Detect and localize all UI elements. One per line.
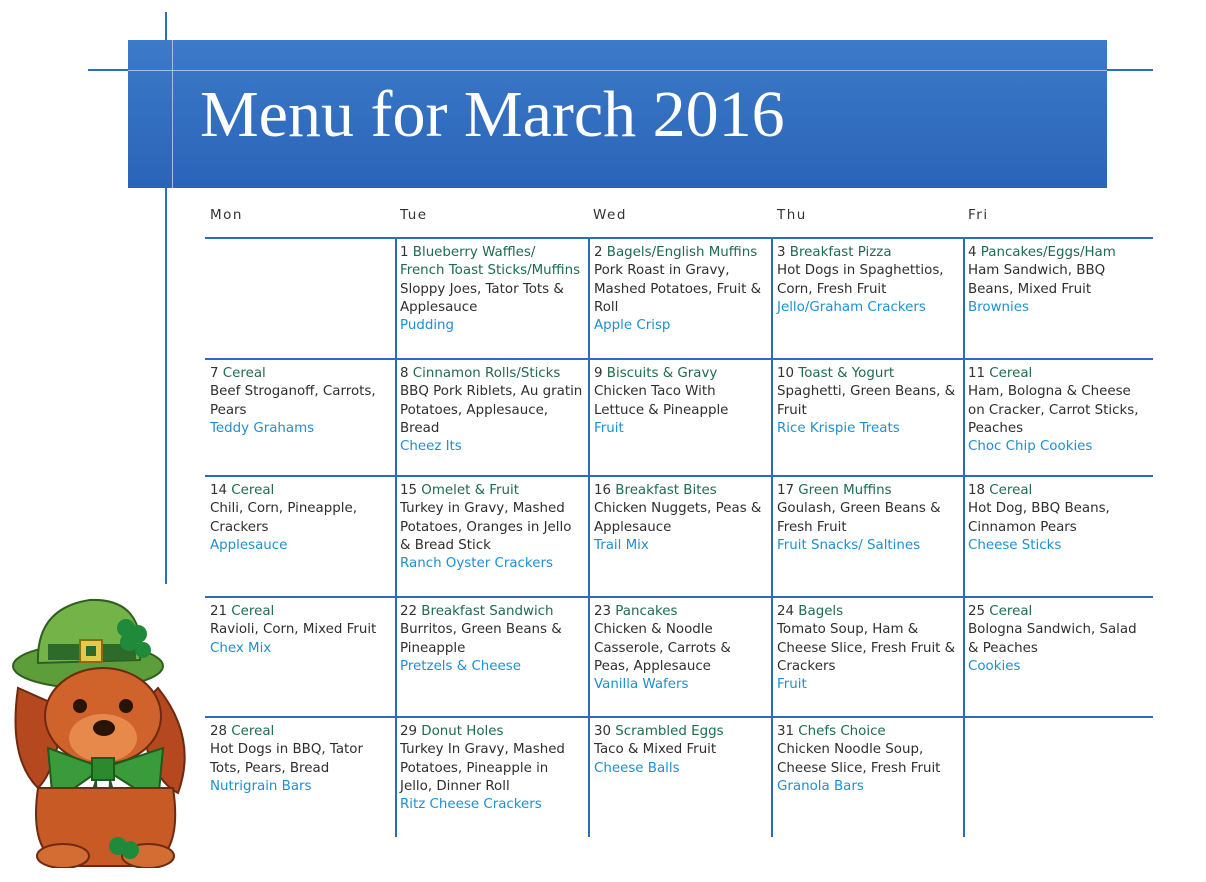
- snack-item: Apple Crisp: [594, 318, 671, 334]
- day-breakfast-line: [777, 482, 941, 500]
- lunch-line: Tots, Pears, Bread: [210, 760, 330, 776]
- snack-item: Chex Mix: [210, 640, 272, 656]
- day-cell: [777, 244, 944, 317]
- snack-item: Pudding: [400, 318, 455, 334]
- snack-item: Choc Chip Cookies: [968, 439, 1093, 455]
- lunch-line: Chicken Taco With: [594, 384, 716, 400]
- snack-item: Cookies: [968, 658, 1021, 674]
- lunch-line: Peaches: [968, 420, 1024, 436]
- snack-item: Trail Mix: [594, 537, 649, 553]
- day-breakfast-line: [777, 603, 955, 621]
- lunch-line: Potatoes, Oranges in Jello: [400, 519, 572, 535]
- lunch-line: Fruit: [777, 402, 807, 418]
- breakfast-item: Bagels: [798, 604, 844, 619]
- day-cell: [968, 482, 1110, 555]
- lunch-line: Cheese Slice, Fresh Fruit: [777, 760, 941, 776]
- day-number: 30: [594, 724, 616, 739]
- day-breakfast-line: [968, 482, 1110, 500]
- day-number: 17: [777, 483, 799, 498]
- snack-item: Fruit: [777, 677, 807, 693]
- day-cell: [594, 603, 731, 694]
- grid-line-row-2: [205, 475, 1153, 477]
- lunch-line: Applesauce: [400, 299, 478, 315]
- snack-item: Ritz Cheese Crackers: [400, 797, 542, 813]
- breakfast-item: Cereal: [231, 604, 275, 619]
- day-cell: [968, 365, 1138, 456]
- day-breakfast-line: [210, 723, 363, 741]
- day-header-tue: Tue: [400, 207, 428, 223]
- day-breakfast-line: [594, 723, 724, 741]
- day-cell: [210, 482, 357, 555]
- day-cell: [594, 482, 761, 555]
- day-cell: [400, 365, 582, 456]
- banner-divider-horizontal: [128, 70, 1107, 71]
- snack-item: Fruit: [594, 420, 624, 436]
- grid-line-row-3: [205, 596, 1153, 598]
- lunch-line: & Bread Stick: [400, 537, 491, 553]
- snack-item: Rice Krispie Treats: [777, 420, 900, 436]
- breakfast-item: Breakfast Bites: [615, 483, 717, 498]
- day-cell: [400, 723, 565, 814]
- breakfast-item: Biscuits & Gravy: [606, 366, 718, 381]
- lunch-line: Tomato Soup, Ham &: [777, 622, 919, 638]
- lunch-line: Crackers: [777, 658, 836, 674]
- snack-item: Applesauce: [210, 537, 288, 553]
- snack-item: Nutrigrain Bars: [210, 778, 312, 794]
- day-cell: [400, 603, 562, 676]
- breakfast-item: Omelet & Fruit: [421, 483, 519, 498]
- lunch-line: Hot Dogs in BBQ, Tator: [210, 742, 364, 758]
- lunch-line: Ham Sandwich, BBQ: [968, 263, 1106, 279]
- grid-line-row-4: [205, 716, 1153, 718]
- day-breakfast-line: [210, 603, 376, 621]
- breakfast-item: Cereal: [989, 604, 1033, 619]
- lunch-line: Goulash, Green Beans &: [777, 501, 941, 517]
- snack-item: Cheez Its: [400, 439, 462, 455]
- grid-line-col-1: [395, 237, 397, 837]
- day-breakfast-line: [968, 603, 1137, 621]
- day-cell: [210, 723, 363, 796]
- lunch-line: Beef Stroganoff, Carrots,: [210, 384, 376, 400]
- day-number: 31: [777, 724, 799, 739]
- day-breakfast-line: [594, 244, 761, 262]
- day-header-wed: Wed: [593, 207, 627, 223]
- lunch-line: Turkey In Gravy, Mashed: [400, 742, 565, 758]
- day-breakfast-line: [777, 723, 940, 741]
- lunch-line: Chili, Corn, Pineapple,: [210, 501, 357, 517]
- lunch-line: Fresh Fruit: [777, 519, 847, 535]
- day-number: 18: [968, 483, 990, 498]
- lunch-line: Corn, Fresh Fruit: [777, 281, 887, 297]
- day-breakfast-line: [594, 482, 761, 500]
- day-breakfast-line: [968, 365, 1138, 383]
- breakfast-item: Chefs Choice: [798, 724, 886, 739]
- day-number: 7: [210, 366, 223, 381]
- lunch-line: Hot Dogs in Spaghettios,: [777, 263, 944, 279]
- day-number: 4: [968, 245, 981, 260]
- day-number: 8: [400, 366, 413, 381]
- day-number: 2: [594, 245, 607, 260]
- day-number: 23: [594, 604, 616, 619]
- lunch-line: BBQ Pork Riblets, Au gratin: [400, 384, 583, 400]
- day-cell: [968, 603, 1137, 676]
- lunch-line: Bologna Sandwich, Salad: [968, 622, 1137, 638]
- snack-item: Granola Bars: [777, 778, 864, 794]
- day-breakfast-line: [777, 365, 955, 383]
- breakfast-item: Pancakes: [615, 604, 678, 619]
- breakfast-item: Cereal: [989, 483, 1033, 498]
- grid-line-row-0: [205, 237, 1153, 239]
- lunch-line: on Cracker, Carrot Sticks,: [968, 402, 1139, 418]
- lunch-line: Mashed Potatoes, Fruit &: [594, 281, 762, 297]
- day-number: 11: [968, 366, 990, 381]
- day-cell: [777, 603, 955, 694]
- day-cell: [777, 365, 955, 438]
- title-banner: [128, 40, 1107, 188]
- breakfast-item: Blueberry Waffles/: [412, 245, 536, 260]
- day-cell: [400, 482, 571, 573]
- lunch-line: Hot Dog, BBQ Beans,: [968, 501, 1110, 517]
- day-cell: [210, 603, 376, 658]
- banner-divider-vertical: [172, 40, 173, 188]
- lunch-line: Cheese Slice, Fresh Fruit &: [777, 640, 956, 656]
- lunch-line: Beans, Mixed Fruit: [968, 281, 1092, 297]
- snack-item: Vanilla Wafers: [594, 677, 689, 693]
- breakfast-item: Cereal: [222, 366, 266, 381]
- day-number: 10: [777, 366, 799, 381]
- lunch-line: Applesauce: [594, 519, 672, 535]
- lunch-line: Turkey in Gravy, Mashed: [400, 501, 565, 517]
- day-cell: [594, 365, 728, 438]
- day-number: 16: [594, 483, 616, 498]
- snack-item: Teddy Grahams: [210, 420, 315, 436]
- day-cell: [777, 482, 941, 555]
- day-header-fri: Fri: [968, 207, 989, 223]
- lunch-line: Pork Roast in Gravy,: [594, 263, 730, 279]
- breakfast-item: Toast & Yogurt: [798, 366, 895, 381]
- day-breakfast-line: [594, 603, 731, 621]
- lunch-line: & Peaches: [968, 640, 1038, 656]
- lunch-line: Chicken Noodle Soup,: [777, 742, 924, 758]
- lunch-line: Bread: [400, 420, 440, 436]
- lunch-line: Cinnamon Pears: [968, 519, 1077, 535]
- breakfast-item: Breakfast Pizza: [789, 245, 892, 260]
- lunch-line: Jello, Dinner Roll: [400, 778, 510, 794]
- leprechaun-dog-illustration: [8, 588, 198, 868]
- day-cell: [594, 244, 761, 335]
- day-cell: [400, 244, 580, 335]
- lunch-line: Pears: [210, 402, 247, 418]
- lunch-line: Roll: [594, 299, 619, 315]
- snack-item: Pretzels & Cheese: [400, 658, 521, 674]
- breakfast-item: Scrambled Eggs: [615, 724, 724, 739]
- grid-line-col-3: [771, 237, 773, 837]
- breakfast-item-continued: French Toast Sticks/Muffins: [400, 263, 581, 279]
- day-number: 24: [777, 604, 799, 619]
- breakfast-item: Breakfast Sandwich: [421, 604, 554, 619]
- day-breakfast-line: [777, 244, 944, 262]
- breakfast-item: Green Muffins: [798, 483, 892, 498]
- day-breakfast-line: [210, 482, 357, 500]
- grid-line-row-1: [205, 358, 1153, 360]
- breakfast-item: Cereal: [989, 366, 1033, 381]
- lunch-line: Taco & Mixed Fruit: [594, 742, 717, 758]
- lunch-line: Crackers: [210, 519, 269, 535]
- breakfast-item: Cinnamon Rolls/Sticks: [412, 366, 561, 381]
- snack-item: Fruit Snacks/ Saltines: [777, 537, 921, 553]
- breakfast-item: Bagels/English Muffins: [606, 245, 758, 260]
- day-number: 28: [210, 724, 232, 739]
- day-breakfast-line: [400, 482, 571, 500]
- day-number: 3: [777, 245, 790, 260]
- lunch-line: Chicken & Noodle: [594, 622, 713, 638]
- day-breakfast-line: [968, 244, 1116, 262]
- lunch-line: Sloppy Joes, Tator Tots &: [400, 281, 564, 297]
- snack-item: Brownies: [968, 299, 1029, 315]
- day-number: 15: [400, 483, 422, 498]
- day-number: 22: [400, 604, 422, 619]
- lunch-line: Lettuce & Pineapple: [594, 402, 729, 418]
- day-cell: [594, 723, 724, 778]
- lunch-line: Potatoes, Pineapple in: [400, 760, 549, 776]
- day-number: 9: [594, 366, 607, 381]
- day-number: 14: [210, 483, 232, 498]
- day-cell: [968, 244, 1116, 317]
- lunch-line: Ham, Bologna & Cheese: [968, 384, 1131, 400]
- day-cell: [210, 365, 376, 438]
- lunch-line: Chicken Nuggets, Peas &: [594, 501, 762, 517]
- day-breakfast-line: [400, 723, 565, 741]
- lunch-line: Potatoes, Applesauce,: [400, 402, 549, 418]
- day-number: 29: [400, 724, 422, 739]
- day-header-thu: Thu: [777, 207, 807, 223]
- lunch-line: Spaghetti, Green Beans, &: [777, 384, 956, 400]
- lunch-line: Ravioli, Corn, Mixed Fruit: [210, 622, 377, 638]
- day-breakfast-line: [400, 244, 580, 262]
- day-breakfast-line: [400, 365, 582, 383]
- lunch-line: Casserole, Carrots &: [594, 640, 731, 656]
- breakfast-item: Pancakes/Eggs/Ham: [980, 245, 1116, 260]
- snack-item: Cheese Sticks: [968, 537, 1062, 553]
- lunch-line: Pineapple: [400, 640, 466, 656]
- day-breakfast-line: [594, 365, 728, 383]
- page-title: Menu for March 2016: [200, 78, 785, 151]
- breakfast-item: Cereal: [231, 724, 275, 739]
- grid-line-col-2: [588, 237, 590, 837]
- day-breakfast-line: [210, 365, 376, 383]
- day-cell: [777, 723, 940, 796]
- breakfast-item: Donut Holes: [421, 724, 504, 739]
- day-header-mon: Mon: [210, 207, 243, 223]
- breakfast-item: Cereal: [231, 483, 275, 498]
- day-number: 25: [968, 604, 990, 619]
- day-breakfast-line: [400, 603, 562, 621]
- day-number: 1: [400, 245, 413, 260]
- snack-item: Jello/Graham Crackers: [777, 299, 926, 315]
- day-number: 21: [210, 604, 232, 619]
- snack-item: Ranch Oyster Crackers: [400, 556, 553, 572]
- grid-line-col-4: [963, 237, 965, 837]
- snack-item: Cheese Balls: [594, 760, 680, 776]
- lunch-line: Peas, Applesauce: [594, 658, 711, 674]
- lunch-line: Burritos, Green Beans &: [400, 622, 562, 638]
